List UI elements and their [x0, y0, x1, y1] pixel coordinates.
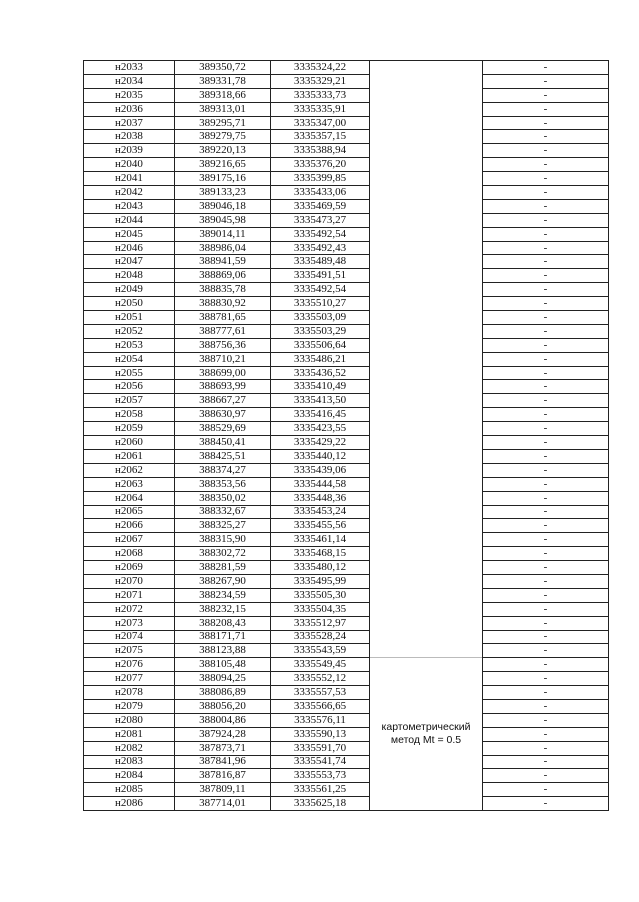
accuracy-cell: -	[483, 519, 609, 533]
x-coordinate-cell: 388941,59	[175, 255, 271, 269]
y-coordinate-cell: 3335453,24	[271, 505, 370, 519]
accuracy-cell: -	[483, 672, 609, 686]
y-coordinate-cell: 3335480,12	[271, 561, 370, 575]
y-coordinate-cell: 3335576,11	[271, 713, 370, 727]
y-coordinate-cell: 3335557,53	[271, 686, 370, 700]
point-name-cell: н2079	[84, 699, 175, 713]
x-coordinate-cell: 389046,18	[175, 199, 271, 213]
accuracy-cell: -	[483, 380, 609, 394]
x-coordinate-cell: 388234,59	[175, 588, 271, 602]
x-coordinate-cell: 389313,01	[175, 102, 271, 116]
x-coordinate-cell: 389045,98	[175, 213, 271, 227]
x-coordinate-cell: 387873,71	[175, 741, 271, 755]
x-coordinate-cell: 389350,72	[175, 61, 271, 75]
x-coordinate-cell: 387714,01	[175, 797, 271, 811]
point-name-cell: н2080	[84, 713, 175, 727]
table-row	[84, 769, 609, 783]
accuracy-cell: -	[483, 602, 609, 616]
table-row	[84, 713, 609, 727]
point-name-cell: н2033	[84, 61, 175, 75]
table-row	[84, 477, 609, 491]
x-coordinate-cell: 388094,25	[175, 672, 271, 686]
accuracy-cell: -	[483, 505, 609, 519]
table-row	[84, 394, 609, 408]
accuracy-cell: -	[483, 352, 609, 366]
table-row	[84, 616, 609, 630]
accuracy-cell: -	[483, 130, 609, 144]
x-coordinate-cell: 389318,66	[175, 88, 271, 102]
x-coordinate-cell: 388450,41	[175, 436, 271, 450]
x-coordinate-cell: 388208,43	[175, 616, 271, 630]
x-coordinate-cell: 387809,11	[175, 783, 271, 797]
point-name-cell: н2061	[84, 449, 175, 463]
x-coordinate-cell: 388630,97	[175, 408, 271, 422]
y-coordinate-cell: 3335491,51	[271, 269, 370, 283]
accuracy-cell: -	[483, 199, 609, 213]
y-coordinate-cell: 3335506,64	[271, 338, 370, 352]
accuracy-cell: -	[483, 255, 609, 269]
x-coordinate-cell: 389133,23	[175, 186, 271, 200]
y-coordinate-cell: 3335489,48	[271, 255, 370, 269]
table-row	[84, 699, 609, 713]
x-coordinate-cell: 388986,04	[175, 241, 271, 255]
y-coordinate-cell: 3335423,55	[271, 422, 370, 436]
point-name-cell: н2036	[84, 102, 175, 116]
table-row	[84, 116, 609, 130]
table-row	[84, 199, 609, 213]
x-coordinate-cell: 388529,69	[175, 422, 271, 436]
accuracy-cell: -	[483, 408, 609, 422]
x-coordinate-cell: 389279,75	[175, 130, 271, 144]
point-name-cell: н2083	[84, 755, 175, 769]
point-name-cell: н2085	[84, 783, 175, 797]
x-coordinate-cell: 388777,61	[175, 324, 271, 338]
accuracy-cell: -	[483, 588, 609, 602]
table-row	[84, 533, 609, 547]
point-name-cell: н2046	[84, 241, 175, 255]
accuracy-cell: -	[483, 144, 609, 158]
table-row	[84, 172, 609, 186]
table-row	[84, 463, 609, 477]
x-coordinate-cell: 388353,56	[175, 477, 271, 491]
point-name-cell: н2034	[84, 74, 175, 88]
accuracy-cell: -	[483, 394, 609, 408]
accuracy-cell: -	[483, 116, 609, 130]
point-name-cell: н2064	[84, 491, 175, 505]
coordinates-table	[83, 60, 609, 811]
y-coordinate-cell: 3335543,59	[271, 644, 370, 658]
y-coordinate-cell: 3335512,97	[271, 616, 370, 630]
accuracy-cell: -	[483, 283, 609, 297]
table-row	[84, 491, 609, 505]
x-coordinate-cell: 388004,86	[175, 713, 271, 727]
y-coordinate-cell: 3335625,18	[271, 797, 370, 811]
x-coordinate-cell: 389331,78	[175, 74, 271, 88]
point-name-cell: н2081	[84, 727, 175, 741]
point-name-cell: н2084	[84, 769, 175, 783]
y-coordinate-cell: 3335468,15	[271, 547, 370, 561]
accuracy-cell: -	[483, 797, 609, 811]
y-coordinate-cell: 3335388,94	[271, 144, 370, 158]
method-cell	[370, 658, 483, 811]
table-row	[84, 672, 609, 686]
table-row	[84, 741, 609, 755]
accuracy-cell: -	[483, 644, 609, 658]
accuracy-cell: -	[483, 630, 609, 644]
table-row	[84, 144, 609, 158]
x-coordinate-cell: 388171,71	[175, 630, 271, 644]
accuracy-cell: -	[483, 477, 609, 491]
point-name-cell: н2056	[84, 380, 175, 394]
x-coordinate-cell: 388756,36	[175, 338, 271, 352]
table-row	[84, 311, 609, 325]
y-coordinate-cell: 3335505,30	[271, 588, 370, 602]
table-row	[84, 449, 609, 463]
x-coordinate-cell: 389295,71	[175, 116, 271, 130]
table-row	[84, 408, 609, 422]
accuracy-cell: -	[483, 616, 609, 630]
y-coordinate-cell: 3335503,09	[271, 311, 370, 325]
x-coordinate-cell: 388374,27	[175, 463, 271, 477]
table-row	[84, 61, 609, 75]
table-row	[84, 561, 609, 575]
point-name-cell: н2077	[84, 672, 175, 686]
accuracy-cell: -	[483, 297, 609, 311]
y-coordinate-cell: 3335591,70	[271, 741, 370, 755]
x-coordinate-cell: 388123,88	[175, 644, 271, 658]
accuracy-cell: -	[483, 213, 609, 227]
x-coordinate-cell: 388667,27	[175, 394, 271, 408]
y-coordinate-cell: 3335486,21	[271, 352, 370, 366]
accuracy-cell: -	[483, 74, 609, 88]
point-name-cell: н2076	[84, 658, 175, 672]
table-row	[84, 102, 609, 116]
table-row	[84, 283, 609, 297]
accuracy-cell: -	[483, 561, 609, 575]
point-name-cell: н2042	[84, 186, 175, 200]
method-accuracy-label: метод Mt = 0.5	[390, 734, 462, 747]
y-coordinate-cell: 3335335,91	[271, 102, 370, 116]
accuracy-cell: -	[483, 102, 609, 116]
accuracy-cell: -	[483, 547, 609, 561]
y-coordinate-cell: 3335552,12	[271, 672, 370, 686]
table-row	[84, 658, 609, 672]
point-name-cell: н2086	[84, 797, 175, 811]
x-coordinate-cell: 388281,59	[175, 561, 271, 575]
table-row	[84, 213, 609, 227]
accuracy-cell: -	[483, 769, 609, 783]
table-row	[84, 74, 609, 88]
point-name-cell: н2054	[84, 352, 175, 366]
table-row	[84, 574, 609, 588]
point-name-cell: н2069	[84, 561, 175, 575]
accuracy-cell: -	[483, 686, 609, 700]
accuracy-cell: -	[483, 699, 609, 713]
accuracy-cell: -	[483, 186, 609, 200]
x-coordinate-cell: 388105,48	[175, 658, 271, 672]
y-coordinate-cell: 3335561,25	[271, 783, 370, 797]
accuracy-cell: -	[483, 449, 609, 463]
table-row	[84, 130, 609, 144]
point-name-cell: н2037	[84, 116, 175, 130]
y-coordinate-cell: 3335416,45	[271, 408, 370, 422]
accuracy-cell: -	[483, 227, 609, 241]
y-coordinate-cell: 3335461,14	[271, 533, 370, 547]
accuracy-cell: -	[483, 727, 609, 741]
accuracy-cell: -	[483, 269, 609, 283]
x-coordinate-cell: 388425,51	[175, 449, 271, 463]
accuracy-cell: -	[483, 491, 609, 505]
point-name-cell: н2052	[84, 324, 175, 338]
y-coordinate-cell: 3335503,29	[271, 324, 370, 338]
y-coordinate-cell: 3335429,22	[271, 436, 370, 450]
accuracy-cell: -	[483, 61, 609, 75]
y-coordinate-cell: 3335469,59	[271, 199, 370, 213]
accuracy-cell: -	[483, 241, 609, 255]
table-row	[84, 547, 609, 561]
point-name-cell: н2050	[84, 297, 175, 311]
point-name-cell: н2040	[84, 158, 175, 172]
accuracy-cell: -	[483, 755, 609, 769]
table-row	[84, 158, 609, 172]
point-name-cell: н2047	[84, 255, 175, 269]
x-coordinate-cell: 389175,16	[175, 172, 271, 186]
point-name-cell: н2039	[84, 144, 175, 158]
accuracy-cell: -	[483, 172, 609, 186]
accuracy-cell: -	[483, 338, 609, 352]
point-name-cell: н2041	[84, 172, 175, 186]
y-coordinate-cell: 3335590,13	[271, 727, 370, 741]
point-name-cell: н2070	[84, 574, 175, 588]
x-coordinate-cell: 389216,65	[175, 158, 271, 172]
table-row	[84, 602, 609, 616]
x-coordinate-cell: 388267,90	[175, 574, 271, 588]
point-name-cell: н2057	[84, 394, 175, 408]
y-coordinate-cell: 3335473,27	[271, 213, 370, 227]
y-coordinate-cell: 3335528,24	[271, 630, 370, 644]
point-name-cell: н2082	[84, 741, 175, 755]
y-coordinate-cell: 3335444,58	[271, 477, 370, 491]
table-row	[84, 644, 609, 658]
y-coordinate-cell: 3335324,22	[271, 61, 370, 75]
y-coordinate-cell: 3335357,15	[271, 130, 370, 144]
y-coordinate-cell: 3335410,49	[271, 380, 370, 394]
accuracy-cell: -	[483, 533, 609, 547]
point-name-cell: н2067	[84, 533, 175, 547]
x-coordinate-cell: 388699,00	[175, 366, 271, 380]
x-coordinate-cell: 388781,65	[175, 311, 271, 325]
x-coordinate-cell: 388835,78	[175, 283, 271, 297]
x-coordinate-cell: 388710,21	[175, 352, 271, 366]
accuracy-cell: -	[483, 463, 609, 477]
point-name-cell: н2066	[84, 519, 175, 533]
table-row	[84, 380, 609, 394]
accuracy-cell: -	[483, 311, 609, 325]
table-row	[84, 630, 609, 644]
y-coordinate-cell: 3335492,54	[271, 283, 370, 297]
point-name-cell: н2059	[84, 422, 175, 436]
accuracy-cell: -	[483, 88, 609, 102]
point-name-cell: н2075	[84, 644, 175, 658]
x-coordinate-cell: 388869,06	[175, 269, 271, 283]
table-row	[84, 422, 609, 436]
table-row	[84, 338, 609, 352]
table-row	[84, 783, 609, 797]
y-coordinate-cell: 3335455,56	[271, 519, 370, 533]
y-coordinate-cell: 3335347,00	[271, 116, 370, 130]
x-coordinate-cell: 389014,11	[175, 227, 271, 241]
table-row	[84, 255, 609, 269]
y-coordinate-cell: 3335495,99	[271, 574, 370, 588]
coordinates-table-body	[84, 61, 609, 811]
y-coordinate-cell: 3335492,54	[271, 227, 370, 241]
y-coordinate-cell: 3335553,73	[271, 769, 370, 783]
x-coordinate-cell: 387924,28	[175, 727, 271, 741]
x-coordinate-cell: 389220,13	[175, 144, 271, 158]
point-name-cell: н2043	[84, 199, 175, 213]
point-name-cell: н2038	[84, 130, 175, 144]
accuracy-cell: -	[483, 324, 609, 338]
point-name-cell: н2048	[84, 269, 175, 283]
x-coordinate-cell: 387841,96	[175, 755, 271, 769]
table-row	[84, 241, 609, 255]
point-name-cell: н2078	[84, 686, 175, 700]
y-coordinate-cell: 3335439,06	[271, 463, 370, 477]
x-coordinate-cell: 388232,15	[175, 602, 271, 616]
table-row	[84, 352, 609, 366]
accuracy-cell: -	[483, 713, 609, 727]
table-row	[84, 797, 609, 811]
y-coordinate-cell: 3335448,36	[271, 491, 370, 505]
point-name-cell: н2063	[84, 477, 175, 491]
table-row	[84, 436, 609, 450]
table-row	[84, 227, 609, 241]
accuracy-cell: -	[483, 574, 609, 588]
table-row	[84, 727, 609, 741]
accuracy-cell: -	[483, 436, 609, 450]
accuracy-cell: -	[483, 783, 609, 797]
table-row	[84, 297, 609, 311]
point-name-cell: н2055	[84, 366, 175, 380]
table-row	[84, 686, 609, 700]
x-coordinate-cell: 388302,72	[175, 547, 271, 561]
point-name-cell: н2072	[84, 602, 175, 616]
x-coordinate-cell: 388315,90	[175, 533, 271, 547]
method-cell-empty	[370, 61, 483, 658]
point-name-cell: н2051	[84, 311, 175, 325]
point-name-cell: н2062	[84, 463, 175, 477]
table-row	[84, 269, 609, 283]
table-row	[84, 519, 609, 533]
y-coordinate-cell: 3335329,21	[271, 74, 370, 88]
accuracy-cell: -	[483, 658, 609, 672]
point-name-cell: н2074	[84, 630, 175, 644]
point-name-cell: н2053	[84, 338, 175, 352]
y-coordinate-cell: 3335510,27	[271, 297, 370, 311]
y-coordinate-cell: 3335333,73	[271, 88, 370, 102]
table-row	[84, 186, 609, 200]
accuracy-cell: -	[483, 741, 609, 755]
y-coordinate-cell: 3335413,50	[271, 394, 370, 408]
accuracy-cell: -	[483, 422, 609, 436]
x-coordinate-cell: 387816,87	[175, 769, 271, 783]
x-coordinate-cell: 388350,02	[175, 491, 271, 505]
table-row	[84, 588, 609, 602]
point-name-cell: н2049	[84, 283, 175, 297]
table-row	[84, 505, 609, 519]
y-coordinate-cell: 3335541,74	[271, 755, 370, 769]
point-name-cell: н2060	[84, 436, 175, 450]
point-name-cell: н2068	[84, 547, 175, 561]
y-coordinate-cell: 3335566,65	[271, 699, 370, 713]
method-label: картометрический	[381, 720, 471, 733]
point-name-cell: н2035	[84, 88, 175, 102]
table-row	[84, 88, 609, 102]
point-name-cell: н2073	[84, 616, 175, 630]
y-coordinate-cell: 3335399,85	[271, 172, 370, 186]
point-name-cell: н2044	[84, 213, 175, 227]
accuracy-cell: -	[483, 366, 609, 380]
y-coordinate-cell: 3335376,20	[271, 158, 370, 172]
point-name-cell: н2065	[84, 505, 175, 519]
x-coordinate-cell: 388086,89	[175, 686, 271, 700]
x-coordinate-cell: 388056,20	[175, 699, 271, 713]
point-name-cell: н2045	[84, 227, 175, 241]
table-row	[84, 755, 609, 769]
table-row	[84, 324, 609, 338]
point-name-cell: н2071	[84, 588, 175, 602]
point-name-cell: н2058	[84, 408, 175, 422]
y-coordinate-cell: 3335440,12	[271, 449, 370, 463]
y-coordinate-cell: 3335433,06	[271, 186, 370, 200]
y-coordinate-cell: 3335504,35	[271, 602, 370, 616]
x-coordinate-cell: 388332,67	[175, 505, 271, 519]
x-coordinate-cell: 388830,92	[175, 297, 271, 311]
x-coordinate-cell: 388693,99	[175, 380, 271, 394]
y-coordinate-cell: 3335549,45	[271, 658, 370, 672]
y-coordinate-cell: 3335492,43	[271, 241, 370, 255]
x-coordinate-cell: 388325,27	[175, 519, 271, 533]
table-row	[84, 366, 609, 380]
y-coordinate-cell: 3335436,52	[271, 366, 370, 380]
accuracy-cell: -	[483, 158, 609, 172]
